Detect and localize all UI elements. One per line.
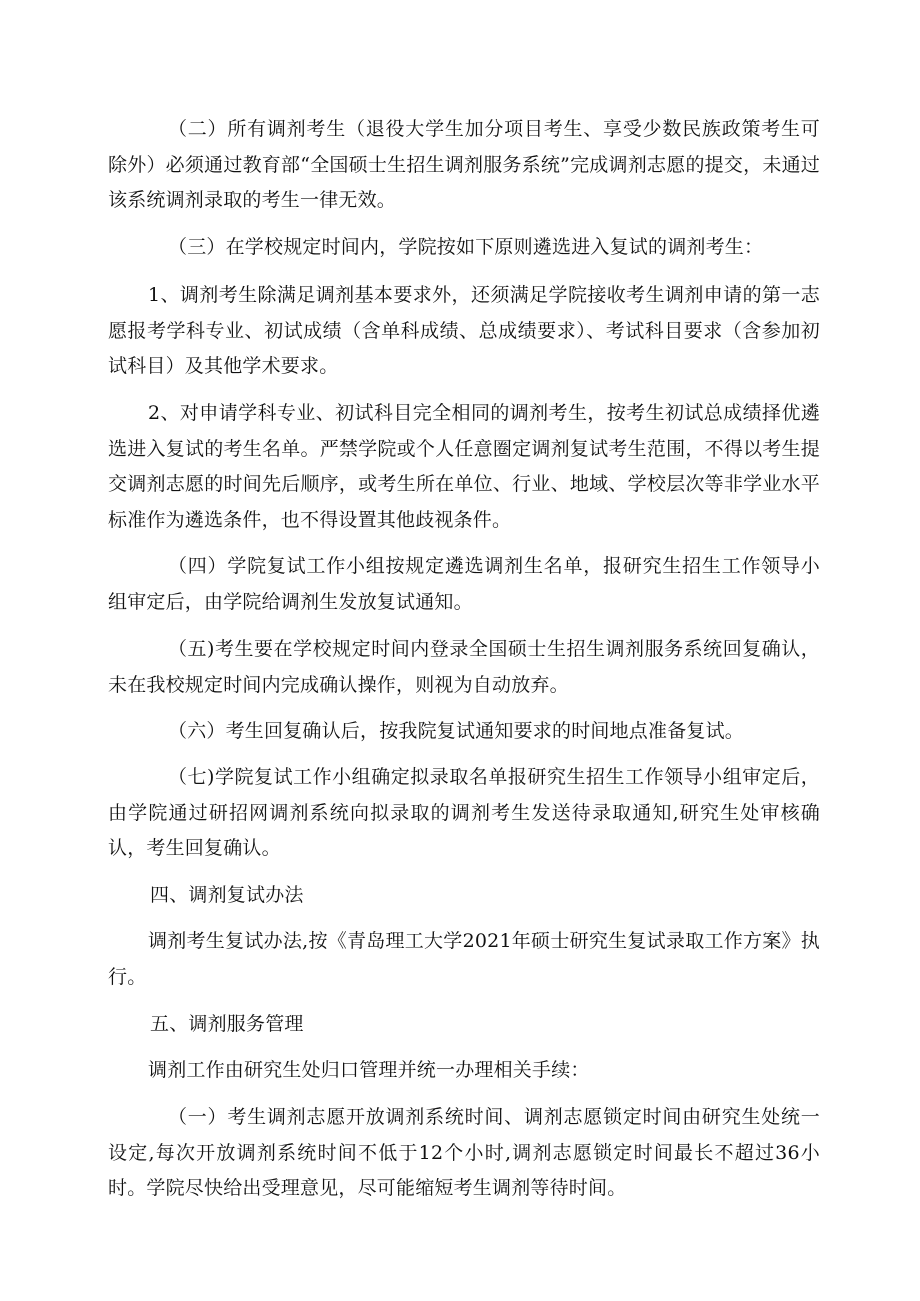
section-heading-4: 四、调剂复试办法 (150, 884, 304, 906)
paragraph-item-2-ranking: 2、对申请学科专业、初试科目完全相同的调剂考生，按考生初试总成绩择优遴选进入复试的考生名单。严禁学院或个人任意圈定调剂复试考生范围，不得以考生提交调剂志愿的时间先后顺序，或考生所在单位、行业、地域、学校层次等非学业水平标准作为遴选条件，也不得设置其他歧视条件。 (108, 402, 820, 531)
paragraph-7-admission-notice: （七)学院复试工作小组确定拟录取名单报研究生招生工作领导小组审定后，由学院通过研招网调剂系统向拟录取的调剂考生发送待录取通知,研究生处审核确认，考生回复确认。 (108, 766, 820, 859)
paragraph-retest-method: 调剂考生复试办法,按《青岛理工大学2021年硕士研究生复试录取工作方案》执行。 (108, 930, 820, 988)
paragraph-3-selection-principles: （三）在学校规定时间内，学院按如下原则遴选进入复试的调剂考生： (168, 236, 764, 258)
paragraph-2-all-transfer-students: （二）所有调剂考生（退役大学生加分项目考生、享受少数民族政策考生可除外）必须通过教育部“全国硕士生招生调剂服务系统”完成调剂志愿的提交，未通过该系统调剂录取的考生一律无效。 (108, 118, 820, 211)
section-heading-5: 五、调剂服务管理 (150, 1013, 304, 1035)
paragraph-item-1-requirements: 1、调剂考生除满足调剂基本要求外，还须满足学院接收考生调剂申请的第一志愿报考学科专业、初试成绩（含单科成绩、总成绩要求）、考试科目要求（含参加初试科目）及其他学术要求。 (108, 284, 820, 377)
paragraph-5-confirmation: （五)考生要在学校规定时间内登录全国硕士生招生调剂服务系统回复确认，未在我校规定时间内完成确认操作，则视为自动放弃。 (108, 638, 820, 696)
paragraph-6-prepare-retest: （六）考生回复确认后，按我院复试通知要求的时间地点准备复试。 (168, 720, 745, 742)
paragraph-service-management: 调剂工作由研究生处归口管理并统一办理相关手续： (148, 1059, 590, 1081)
paragraph-1-system-timing: （一）考生调剂志愿开放调剂系统时间、调剂志愿锁定时间由研究生处统一设定,每次开放调剂系统时间不低于12个小时,调剂志愿锁定时间最长不超过36小时。学院尽快给出受理意见，尽可能缩短考生调剂等待时间。 (108, 1106, 820, 1199)
paragraph-4-review-group: （四）学院复试工作小组按规定遴选调剂生名单，报研究生招生工作领导小组审定后，由学院给调剂生发放复试通知。 (108, 555, 820, 613)
